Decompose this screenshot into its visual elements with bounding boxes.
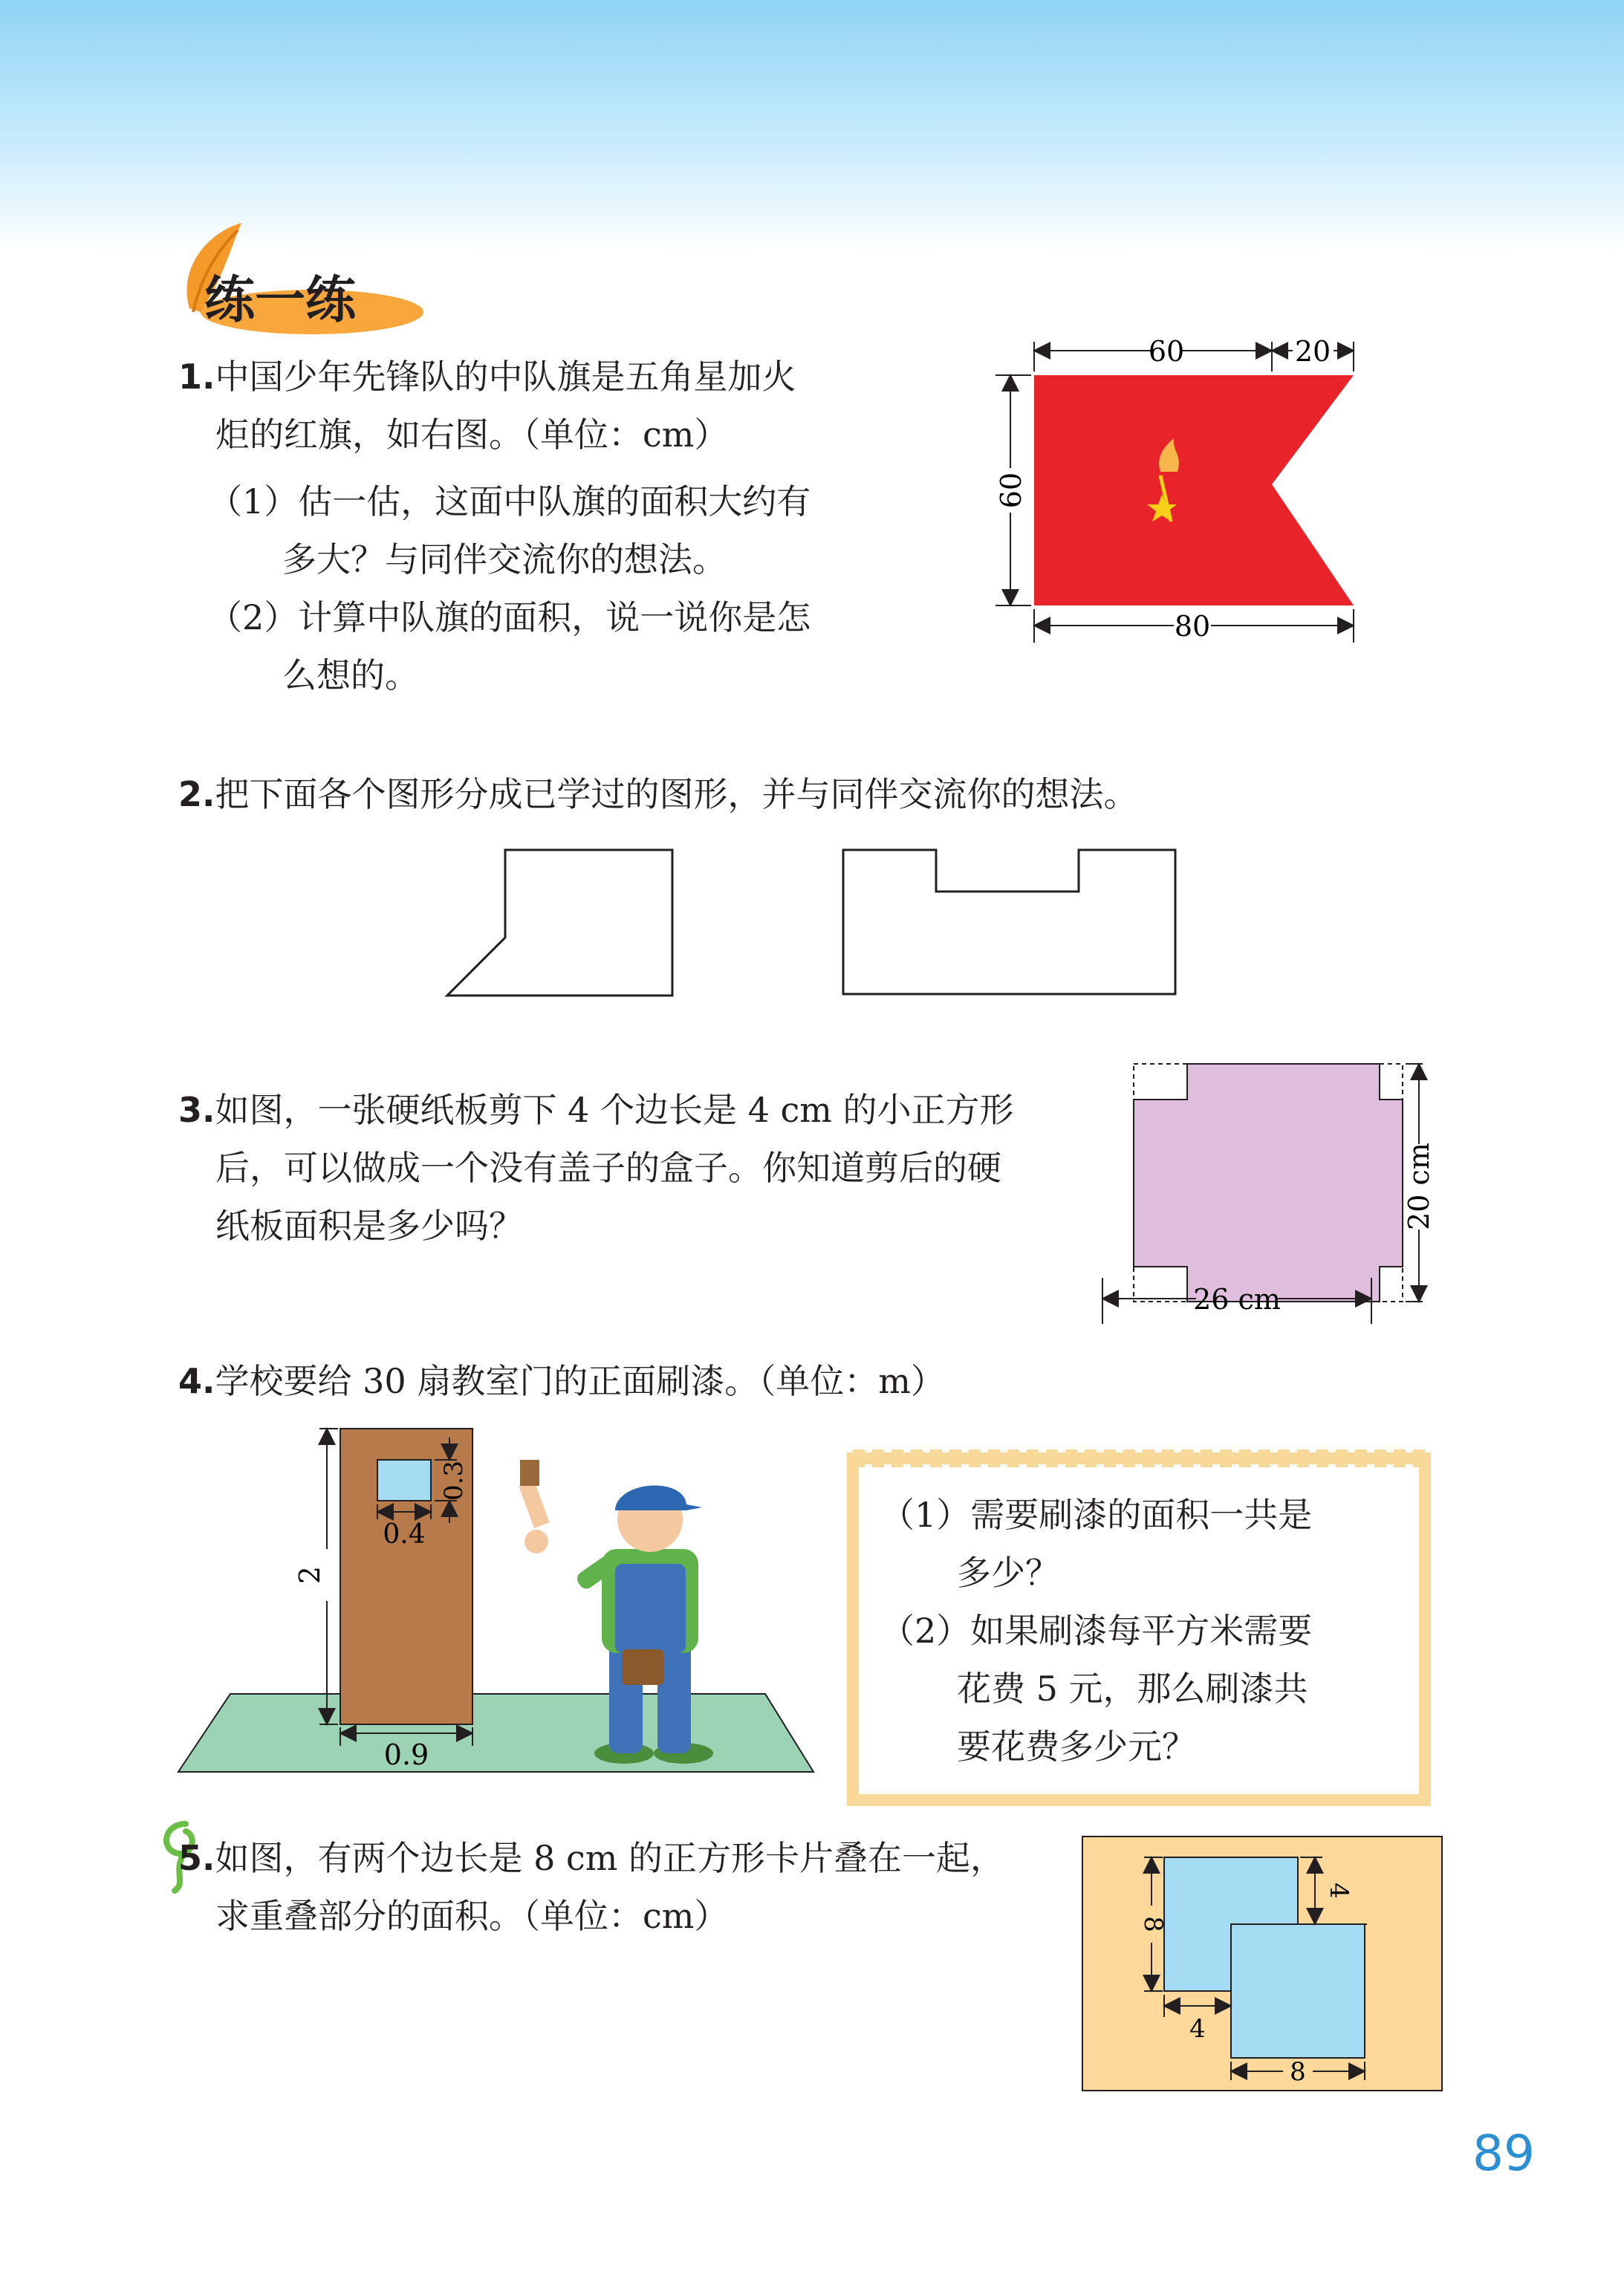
window-dim-width: 0.4	[383, 1519, 426, 1550]
door-dim-height: 2	[293, 1565, 326, 1585]
section-title: 练一练	[204, 271, 357, 330]
q4-number: 4.	[178, 1361, 215, 1401]
q2-line: 2.把下面各个图形分成已学过的图形，并与同伴交流你的想法。	[178, 774, 1138, 814]
section-heading	[171, 219, 438, 345]
board-dim-bottom: 26 cm	[1193, 1283, 1281, 1316]
door-figure	[171, 1415, 825, 1787]
cards-dim-left: 8	[1138, 1916, 1168, 1932]
overlap-cards-figure	[1081, 1835, 1445, 2095]
shape-notched-rectangle	[843, 850, 1175, 994]
q3-line1: 3.如图，一张硬纸板剪下 4 个边长是 4 cm 的小正方形	[178, 1090, 1014, 1130]
q4-note-sub1-line1: （1）需要刷漆的面积一共是	[880, 1495, 1313, 1535]
q4-note-sub2-line3: 要花费多少元？	[957, 1727, 1196, 1767]
q4-note-sub2-line2: 花费 5 元，那么刷漆共	[957, 1669, 1308, 1709]
cardboard	[1134, 1056, 1371, 1064]
flag-dim-left: 60	[995, 472, 1027, 509]
q4-note-sub2-line1: （2）如果刷漆每平方米需要	[880, 1611, 1313, 1651]
q1-number: 1.	[178, 357, 215, 397]
q1-sub2-line2: 么想的。	[282, 655, 419, 695]
door-dim-width: 0.9	[383, 1738, 429, 1771]
q1-sub1-line1: （1）估一估，这面中队旗的面积大约有	[208, 481, 811, 522]
door-window	[377, 1460, 431, 1501]
q3-line2: 后，可以做成一个没有盖子的盒子。你知道剪后的硬	[215, 1148, 1001, 1188]
shape-trapezoid-cut	[447, 850, 672, 996]
q1-sub1-line2: 多大？与同伴交流你的想法。	[282, 539, 727, 579]
q3-number: 3.	[178, 1090, 215, 1130]
cards-dim-bottom: 8	[1290, 2057, 1306, 2087]
board-dim-right: 20 cm	[1403, 1143, 1435, 1230]
q2-number: 2.	[178, 774, 215, 814]
cards-dim-top-right: 4	[1324, 1883, 1354, 1899]
q2-shapes	[438, 840, 1196, 1018]
q5-number: 5.	[178, 1838, 215, 1878]
q1-sub2-line1: （2）计算中队旗的面积，说一说你是怎	[208, 597, 811, 637]
floor	[178, 1694, 813, 1772]
q4-note-card	[847, 1445, 1434, 1809]
card-bottom-right	[1231, 1924, 1365, 2058]
flag-dim-bottom: 80	[1174, 610, 1211, 643]
header-band	[0, 0, 1624, 253]
flag-dim-top-right: 20	[1294, 335, 1331, 368]
window-dim-height: 0.3	[439, 1460, 469, 1501]
cards-dim-mid: 4	[1189, 2014, 1206, 2044]
q5-line2: 求重叠部分的面积。（单位：cm）	[215, 1896, 729, 1936]
q5-line1: 5.如图，有两个边长是 8 cm 的正方形卡片叠在一起，	[178, 1838, 1004, 1878]
q1-line2: 炬的红旗，如右图。（单位：cm）	[215, 415, 729, 455]
q1-line1: 1.中国少年先锋队的中队旗是五角星加火	[178, 357, 796, 397]
q4-line: 4.学校要给 30 扇教室门的正面刷漆。（单位：m）	[178, 1361, 945, 1401]
page-number: 89	[1472, 2125, 1535, 2182]
red-flag	[1034, 375, 1354, 605]
cardboard-dim-bottom	[1092, 1278, 1441, 1337]
q3-line3: 纸板面积是多少吗？	[215, 1206, 523, 1246]
flag-dim-top-left: 60	[1148, 335, 1185, 368]
flag-figure	[988, 327, 1404, 654]
q4-note-sub1-line2: 多少？	[957, 1553, 1059, 1593]
